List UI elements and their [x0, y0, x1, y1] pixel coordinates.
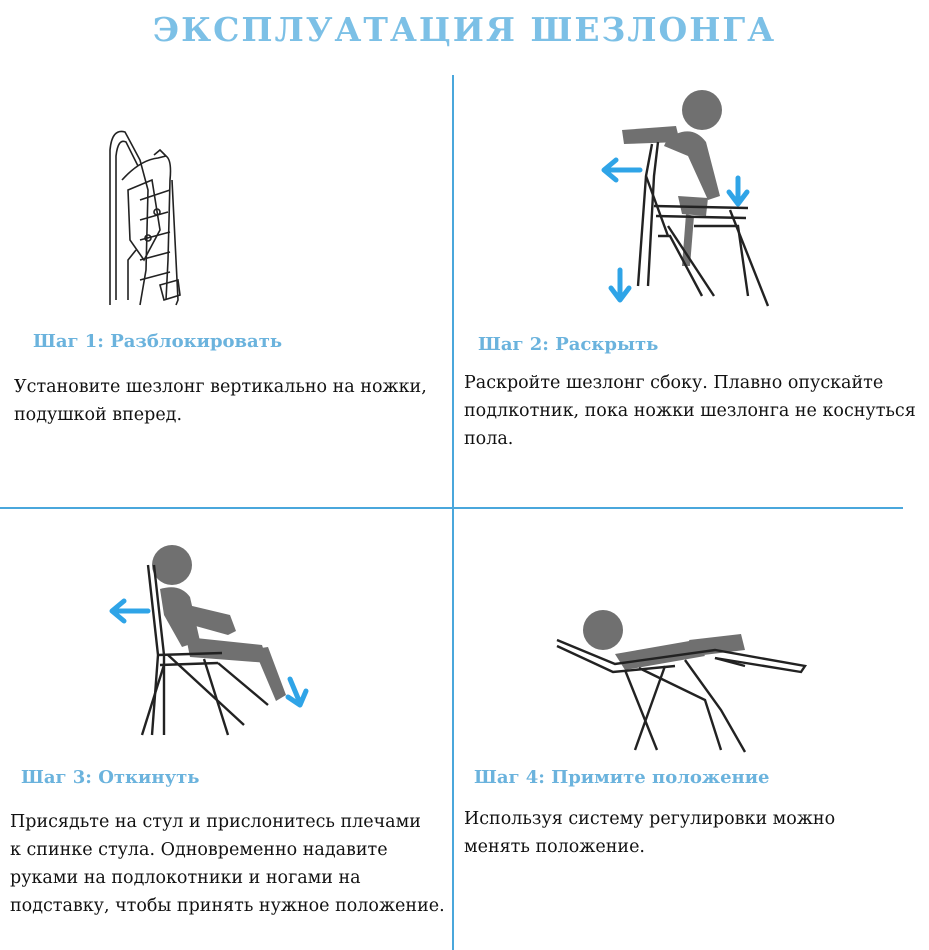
step-3-line: Присядьте на стул и прислонитесь плечами [10, 812, 421, 832]
step-2-description [464, 369, 916, 453]
step-2-heading: Шаг 2: Раскрыть [478, 334, 659, 355]
recline-chair-illustration [108, 545, 313, 740]
step-4-description [464, 805, 835, 861]
step-4-heading: Шаг 4: Примите положение [474, 767, 770, 788]
step-3-line: подставку, чтобы принять нужное положение. [10, 896, 445, 916]
step-3-heading: Шаг 3: Откинуть [21, 767, 200, 788]
unfold-chair-illustration [598, 86, 778, 311]
horizontal-divider [0, 507, 903, 509]
step-1-description [14, 373, 427, 429]
step-2-line: Раскройте шезлонг сбоку. Плавно опускайте [464, 373, 884, 393]
folded-chair-illustration [100, 120, 190, 315]
step-2-line: подлкотник, пока ножки шезлонга не коснуться [464, 401, 916, 421]
step-2-line: пола. [464, 429, 514, 449]
vertical-divider [452, 75, 454, 950]
step-4-line: Используя систему регулировки можно [464, 809, 836, 829]
step-3-line: руками на подлокотники и ногами на [10, 868, 361, 888]
step-1-line: Установите шезлонг вертикально на ножки, [14, 377, 427, 397]
reclined-position-illustration [555, 610, 815, 760]
step-1-line: подушкой вперед. [14, 405, 183, 425]
step-1-heading: Шаг 1: Разблокировать [33, 331, 283, 352]
step-3-description [10, 808, 445, 920]
page-title: ЭКСПЛУАТАЦИЯ ШЕЗЛОНГА [152, 10, 777, 49]
step-4-line: менять положение. [464, 837, 645, 857]
step-3-line: к спинке стула. Одновременно надавите [10, 840, 388, 860]
